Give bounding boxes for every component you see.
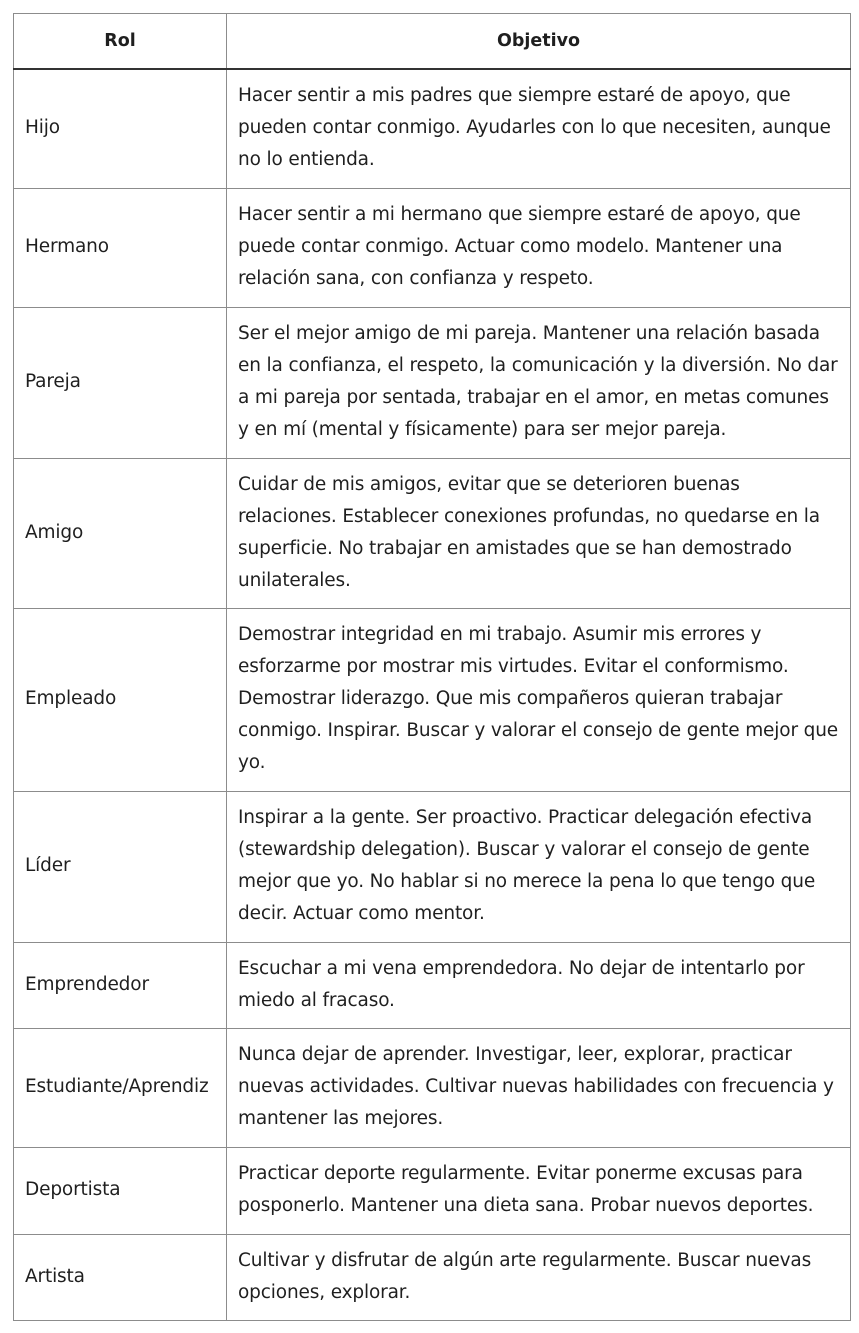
rol-cell: Estudiante/Aprendiz xyxy=(14,1028,227,1147)
objetivo-cell: Inspirar a la gente. Ser proactivo. Practicar delegación efectiva (stewardship delegation). Buscar y valorar el consejo de gente mejor que yo. No hablar si no merece la pena lo que tengo que decir. Actuar como mentor. xyxy=(227,791,851,942)
table-row xyxy=(14,942,851,1028)
rol-cell: Hermano xyxy=(14,188,227,307)
objetivo-cell: Practicar deporte regularmente. Evitar ponerme excusas para posponerlo. Mantener una dieta sana. Probar nuevos deportes. xyxy=(227,1147,851,1234)
objetivo-cell: Escuchar a mi vena emprendedora. No dejar de intentarlo por miedo al fracaso. xyxy=(227,942,851,1028)
roles-table xyxy=(13,13,851,1321)
table-row xyxy=(14,1147,851,1234)
rol-cell: Empleado xyxy=(14,608,227,791)
table-row xyxy=(14,188,851,307)
objetivo-cell: Demostrar integridad en mi trabajo. Asumir mis errores y esforzarme por mostrar mis virtudes. Evitar el conformismo. Demostrar liderazgo. Que mis compañeros quieran trabajar conmigo. Inspirar. Buscar y valorar el consejo de gente mejor que yo. xyxy=(227,608,851,791)
rol-cell: Pareja xyxy=(14,307,227,458)
objetivo-cell: Nunca dejar de aprender. Investigar, leer, explorar, practicar nuevas actividades. Cultivar nuevas habilidades con frecuencia y mantener las mejores. xyxy=(227,1028,851,1147)
rol-cell: Artista xyxy=(14,1234,227,1320)
rol-cell: Líder xyxy=(14,791,227,942)
roles-table-container xyxy=(13,13,850,1321)
table-row xyxy=(14,458,851,608)
objetivo-cell: Hacer sentir a mis padres que siempre estaré de apoyo, que pueden contar conmigo. Ayudarles con lo que necesiten, aunque no lo entienda. xyxy=(227,69,851,188)
rol-cell: Hijo xyxy=(14,69,227,188)
objetivo-cell: Ser el mejor amigo de mi pareja. Mantener una relación basada en la confianza, el respeto, la comunicación y la diversión. No dar a mi pareja por sentada, trabajar en el amor, en metas comunes y en mí (mental y físicamente) para ser mejor pareja. xyxy=(227,307,851,458)
table-row xyxy=(14,307,851,458)
objetivo-cell: Cuidar de mis amigos, evitar que se deterioren buenas relaciones. Establecer conexiones profundas, no quedarse en la superficie. No trabajar en amistades que se han demostrado unilaterales. xyxy=(227,458,851,608)
rol-cell: Deportista xyxy=(14,1147,227,1234)
objetivo-cell: Cultivar y disfrutar de algún arte regularmente. Buscar nuevas opciones, explorar. xyxy=(227,1234,851,1320)
table-row xyxy=(14,1028,851,1147)
table-row xyxy=(14,1234,851,1320)
header-rol: Rol xyxy=(14,14,227,70)
header-row xyxy=(14,14,851,70)
table-row xyxy=(14,69,851,188)
table-row xyxy=(14,608,851,791)
table-header xyxy=(14,14,851,70)
header-objetivo: Objetivo xyxy=(227,14,851,70)
objetivo-cell: Hacer sentir a mi hermano que siempre estaré de apoyo, que puede contar conmigo. Actuar como modelo. Mantener una relación sana, con confianza y respeto. xyxy=(227,188,851,307)
table-row xyxy=(14,791,851,942)
table-body xyxy=(14,69,851,1320)
rol-cell: Amigo xyxy=(14,458,227,608)
rol-cell: Emprendedor xyxy=(14,942,227,1028)
